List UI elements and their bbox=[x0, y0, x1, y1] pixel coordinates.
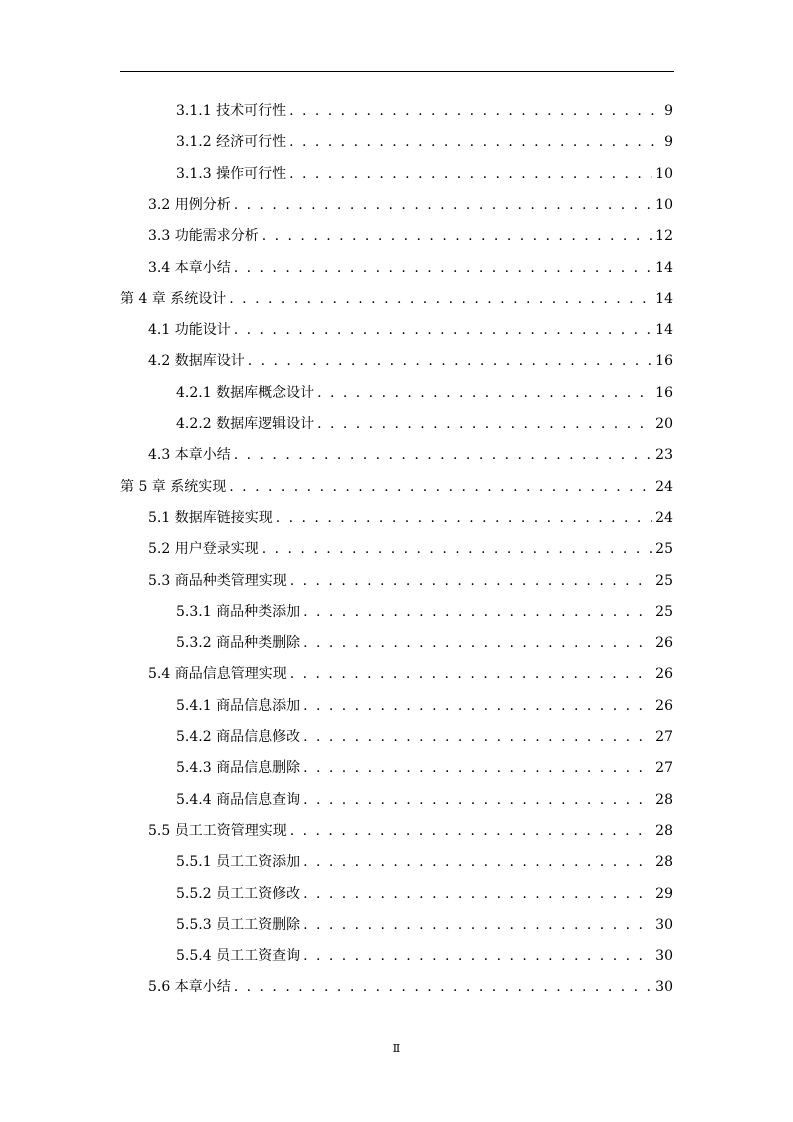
toc-dot-leader bbox=[303, 914, 652, 936]
toc-entry[interactable] bbox=[176, 883, 673, 905]
toc-dot-leader bbox=[276, 507, 652, 529]
toc-entry-title: 4.2 数据库设计 bbox=[148, 353, 245, 370]
toc-dot-leader bbox=[317, 382, 652, 404]
toc-dot-leader bbox=[303, 883, 652, 905]
toc-dot-leader bbox=[234, 194, 652, 216]
toc-dot-leader bbox=[303, 789, 652, 811]
toc-entry-title: 5.3.2 商品种类删除 bbox=[176, 635, 301, 652]
toc-entry[interactable] bbox=[148, 820, 673, 842]
toc-entry[interactable] bbox=[148, 570, 673, 592]
toc-entry-page: 25 bbox=[655, 572, 673, 589]
toc-entry[interactable] bbox=[148, 663, 673, 685]
toc-entry-title: 5.4.3 商品信息删除 bbox=[176, 760, 301, 777]
toc-entry[interactable] bbox=[148, 319, 673, 341]
toc-dot-leader bbox=[303, 726, 652, 748]
toc-dot-leader bbox=[234, 976, 652, 998]
toc-entry[interactable] bbox=[148, 538, 673, 560]
toc-entry-page: 14 bbox=[655, 290, 673, 307]
toc-entry[interactable] bbox=[176, 945, 673, 967]
toc-entry-page: 20 bbox=[655, 416, 673, 432]
toc-entry-page: 30 bbox=[655, 948, 673, 965]
toc-entry[interactable] bbox=[148, 507, 673, 529]
toc-entry[interactable] bbox=[176, 131, 673, 153]
toc-dot-leader bbox=[303, 757, 652, 779]
toc-entry-page: 27 bbox=[655, 729, 673, 745]
header-rule bbox=[120, 71, 674, 72]
toc-entry[interactable] bbox=[176, 695, 673, 717]
toc-entry-page: 10 bbox=[655, 196, 673, 213]
toc-entry-title: 3.1.1 技术可行性 bbox=[176, 103, 287, 119]
toc-entry-title: 5.6 本章小结 bbox=[148, 979, 231, 996]
toc-entry-page: 24 bbox=[655, 509, 673, 526]
toc-entry[interactable] bbox=[148, 350, 673, 372]
toc-dot-leader bbox=[303, 695, 652, 717]
toc-entry-page: 30 bbox=[655, 979, 673, 996]
toc-entry-title: 5.5 员工工资管理实现 bbox=[148, 822, 287, 839]
toc-entry-page: 28 bbox=[655, 854, 673, 871]
toc-dot-leader bbox=[289, 163, 652, 185]
toc-entry[interactable] bbox=[176, 726, 673, 748]
toc-entry-title: 3.4 本章小结 bbox=[148, 259, 231, 276]
toc-entry-page: 27 bbox=[655, 760, 673, 777]
toc-entry-title: 第 5 章 系统实现 bbox=[120, 478, 227, 495]
toc-dot-leader bbox=[317, 413, 652, 435]
toc-entry-title: 4.2.1 数据库概念设计 bbox=[176, 384, 315, 401]
toc-entry-page: 23 bbox=[655, 447, 673, 464]
toc-entry-title: 5.3 商品种类管理实现 bbox=[148, 572, 287, 589]
toc-entry-title: 5.4.1 商品信息添加 bbox=[176, 697, 301, 714]
toc-entry-page: 30 bbox=[655, 916, 673, 933]
toc-entry-title: 5.4 商品信息管理实现 bbox=[148, 666, 287, 683]
toc-entry-page: 28 bbox=[655, 791, 673, 808]
page-number: Ⅱ bbox=[392, 1042, 401, 1055]
toc-entry-title: 4.2.2 数据库逻辑设计 bbox=[176, 416, 315, 432]
toc-entry-page: 14 bbox=[655, 259, 673, 276]
toc-entry-title: 5.4.4 商品信息查询 bbox=[176, 791, 301, 808]
toc-entry-title: 3.1.2 经济可行性 bbox=[176, 134, 287, 151]
toc-entry[interactable] bbox=[176, 851, 673, 873]
toc-entry-title: 3.1.3 操作可行性 bbox=[176, 165, 287, 182]
toc-dot-leader bbox=[229, 288, 652, 310]
toc-entry-page: 14 bbox=[655, 322, 673, 339]
toc-entry-page: 9 bbox=[664, 134, 673, 151]
toc-entry-title: 5.4.2 商品信息修改 bbox=[176, 729, 301, 745]
toc-entry[interactable] bbox=[148, 444, 673, 466]
toc-entry-page: 26 bbox=[655, 697, 673, 714]
toc-entry-title: 5.5.1 员工工资添加 bbox=[176, 854, 301, 871]
toc-dot-leader bbox=[234, 319, 652, 341]
toc-entry[interactable] bbox=[148, 225, 673, 247]
toc-dot-leader bbox=[290, 820, 652, 842]
toc-entry[interactable] bbox=[120, 288, 673, 310]
toc-entry[interactable] bbox=[176, 914, 673, 936]
toc-entry[interactable] bbox=[176, 382, 673, 404]
toc-dot-leader bbox=[248, 350, 652, 372]
toc-entry-title: 4.3 本章小结 bbox=[148, 447, 231, 464]
toc-entry-page: 25 bbox=[655, 603, 673, 620]
toc-entry-title: 5.2 用户登录实现 bbox=[148, 541, 259, 558]
toc-entry-title: 5.5.4 员工工资查询 bbox=[176, 948, 301, 965]
toc-dot-leader bbox=[289, 131, 661, 153]
toc-entry[interactable] bbox=[176, 163, 673, 185]
toc-entry[interactable] bbox=[120, 476, 673, 498]
toc-dot-leader bbox=[303, 601, 652, 623]
toc-entry-title: 5.5.3 员工工资删除 bbox=[176, 916, 301, 933]
toc-entry-page: 28 bbox=[655, 822, 673, 839]
toc-dot-leader bbox=[229, 476, 652, 498]
toc-entry[interactable] bbox=[176, 100, 673, 122]
toc-dot-leader bbox=[303, 632, 652, 654]
toc-entry-page: 25 bbox=[655, 541, 673, 558]
toc-entry[interactable] bbox=[148, 257, 673, 279]
toc-entry-page: 24 bbox=[655, 478, 673, 495]
toc-entry-title: 3.2 用例分析 bbox=[148, 196, 231, 213]
toc-entry-title: 第 4 章 系统设计 bbox=[120, 290, 227, 307]
toc-dot-leader bbox=[289, 100, 661, 122]
toc-entry[interactable] bbox=[148, 194, 673, 216]
toc-entry[interactable] bbox=[176, 789, 673, 811]
toc-entry-page: 9 bbox=[664, 103, 673, 119]
toc-dot-leader bbox=[303, 851, 652, 873]
toc-entry-page: 10 bbox=[655, 165, 673, 182]
toc-entry[interactable] bbox=[176, 632, 673, 654]
toc-dot-leader bbox=[290, 663, 652, 685]
toc-entry-title: 5.1 数据库链接实现 bbox=[148, 509, 273, 526]
toc-dot-leader bbox=[234, 257, 652, 279]
toc-dot-leader bbox=[262, 538, 652, 560]
toc-dot-leader bbox=[234, 444, 652, 466]
toc-dot-leader bbox=[290, 570, 652, 592]
toc-entry-page: 26 bbox=[655, 666, 673, 683]
toc-entry-page: 16 bbox=[655, 353, 673, 370]
toc-entry[interactable] bbox=[148, 976, 673, 998]
toc-entry[interactable] bbox=[176, 757, 673, 779]
toc-entry[interactable] bbox=[176, 413, 673, 435]
toc-dot-leader bbox=[303, 945, 652, 967]
toc-dot-leader bbox=[262, 225, 652, 247]
toc-entry-title: 4.1 功能设计 bbox=[148, 322, 231, 339]
toc-entry-page: 12 bbox=[655, 228, 673, 245]
toc-entry-page: 26 bbox=[655, 635, 673, 652]
toc-entry-page: 29 bbox=[655, 885, 673, 902]
toc-entry-page: 16 bbox=[655, 384, 673, 401]
toc-entry-title: 5.3.1 商品种类添加 bbox=[176, 603, 301, 620]
toc-entry[interactable] bbox=[176, 601, 673, 623]
toc-entry-title: 3.3 功能需求分析 bbox=[148, 228, 259, 245]
toc-entry-title: 5.5.2 员工工资修改 bbox=[176, 885, 301, 902]
